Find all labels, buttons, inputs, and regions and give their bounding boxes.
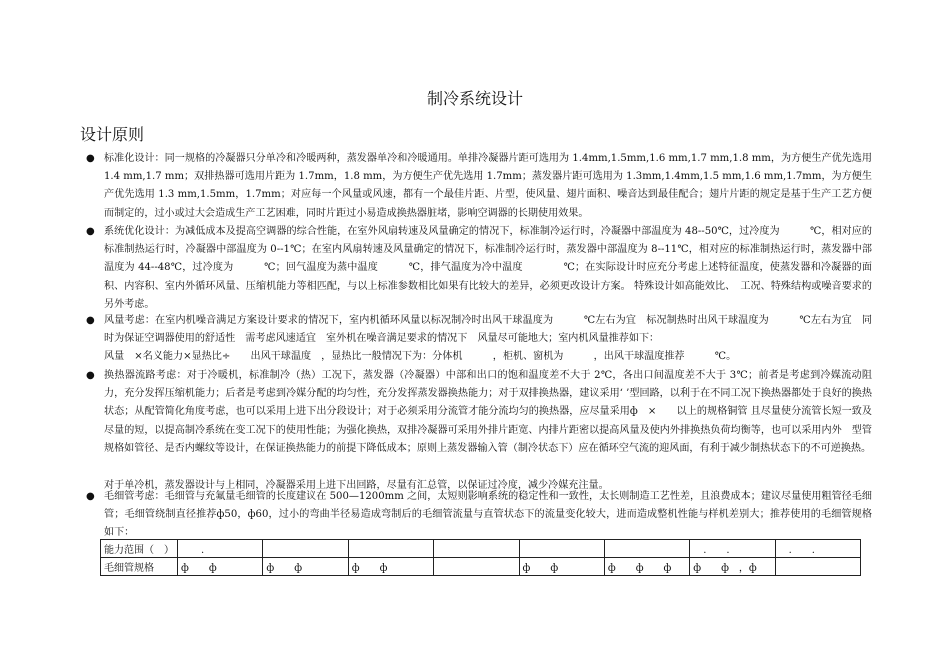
table-cell: . . bbox=[690, 540, 775, 558]
table-cell: ф ф bbox=[178, 558, 263, 576]
table-cell bbox=[519, 540, 604, 558]
paragraph-capillary: 毛细管考虑：毛细管与充氟量毛细管的长度建议在 500—1200mm 之间，太短则影响系统的稳定性和一致性，太长则制造工艺性差，且浪费成本；建议尽量使用粗管径毛细管；毛细管绕制直径推荐ф50，ф60，过小的弯曲半径易造成弯制后的毛细管流量与直管状态下的流量变化较大，进而造成整机性能与样机差别大；推荐使用的毛细管规格如下： bbox=[104, 491, 872, 539]
capillary-spec-table bbox=[100, 539, 861, 576]
table-cell: . bbox=[178, 540, 263, 558]
bullet-icon: ● bbox=[86, 491, 95, 502]
table-row bbox=[101, 540, 861, 558]
table-cell bbox=[434, 558, 519, 576]
paragraph-standardization: 标准化设计：同一规格的冷凝器只分单冷和冷暖两种，蒸发器单冷和冷暖通用。单排冷凝器片距可选用为 1.4mm,1.5mm,1.6 mm,1.7 mm,1.8 mm，为方便生产优先选用 1.4 mm,1.7 mm；双排热器可选用片距为 1.7mm，1.8 mm，为方便生产优先选用 1.7mm；蒸发器片距可选用为 1.3mm,1.4mm,1.5 mm,1.6 mm,1.7mm，为方便生产优先选用 1.3 mm,1.5mm，1.7mm；对应每一个风量或风速，都有一个最佳片距、片型，使风量、翅片面积、噪音达到最佳配合；翅片片距的规定是基于生产工艺方便而制定的，过小或过大会造成生产工艺困难，同时片距过小易造成换热器脏堵，影响空调器的长期使用效果。 bbox=[104, 153, 872, 219]
paragraph-system-optimization: 系统优化设计：为减低成本及提高空调器的综合性能，在室外风扇转速及风量确定的情况下，标准制冷运行时，冷凝器中部温度为 48--50℃，过冷度为 ℃，相对应的标准制热运行时，冷凝器中部温度为 0--1℃；在室内风扇转速及风量确定的情况下，标准制冷运行时，蒸发器中部温度为 8--11℃，相对应的标准制热运行时，蒸发器中部温度为 44--48℃，过冷度为 ℃；回气温度为蒸中温度 ℃，排气温度为冷中温度 ℃；在实际设计时应充分考虑上述特征温度，使蒸发器和冷凝器的面积、内容积、室内外循环风量、压缩机能力等相匹配，与以上标准参数相比如果有比较大的差异，必须更改设计方案。 特殊设计如高能效比、 工况、特殊结构或噪音要求的另外考虑。 bbox=[104, 226, 872, 310]
table-cell: ф ф ф bbox=[604, 558, 689, 576]
table-cell bbox=[775, 558, 860, 576]
paragraph-airflow-formula: 风量 ×名义能力×显热比÷ 出风干球温度 ，显热比一般情况下为：分体机 ，柜机、窗机为 ，出风干球温度推荐 ℃。 bbox=[104, 351, 737, 362]
section-heading: 设计原则 bbox=[80, 125, 145, 144]
table-cell bbox=[434, 540, 519, 558]
paragraph-heat-exchanger-circuit: 换热器流路考虑：对于冷暖机，标准制冷（热）工况下，蒸发器（冷凝器）中部和出口的饱和温度差不大于 2℃，各出口间温度差不大于 3℃；前者是考虑到冷媒流动阻力，充分发挥压缩机能力；后者是考虑到冷媒分配的均匀性，充分发挥蒸发器换热能力；对于双排换热器，建议采用‘ ’型回路，以利于在不同工况下换热器都处于良好的换热状态；从配管简化角度考虑，也可以采用上进下出分段设计；对于必须采用分流管才能分流均匀的换热器，应尽量采用ф × 以上的规格铜管 且尽量使分流管长短一致及尽量的短，以提高制冷系统在变工况下的使用性能；为强化换热，双排冷凝器可采用外排片距宽、内排片距密以提高风量及使内外排换热负荷均衡等，也可以采用内外 型管规格如管径、是否内螺纹等设计，在保证换热能力的前提下降低成本；原则上蒸发器输入管（制冷状态下）应在循环空气流的迎风面，有利于减少制热状态下的不可逆换热。 bbox=[104, 370, 872, 454]
bullet-icon: ● bbox=[86, 226, 95, 237]
bullet-icon: ● bbox=[86, 370, 95, 381]
document-title: 制冷系统设计 bbox=[426, 89, 523, 108]
table-cell: ф ф bbox=[519, 558, 604, 576]
paragraph-cooling-only: 对于单冷机，蒸发器设计与上相同，冷凝器采用上进下出回路，尽量有汇总管，以保证过冷度，减少冷媒充注量。 bbox=[104, 480, 609, 491]
bullet-icon: ● bbox=[86, 153, 95, 164]
table-cell: ф ф bbox=[263, 558, 348, 576]
table-cell bbox=[263, 540, 348, 558]
table-cell: 能力范围（ ） bbox=[101, 540, 178, 558]
table-cell: ф ф bbox=[348, 558, 433, 576]
table-cell bbox=[348, 540, 433, 558]
table-cell: ф ф ，ф bbox=[690, 558, 775, 576]
bullet-icon: ● bbox=[86, 315, 95, 326]
table-cell: 毛细管规格 bbox=[101, 558, 178, 576]
table-cell bbox=[604, 540, 689, 558]
paragraph-airflow: 风量考虑：在室内机噪音满足方案设计要求的情况下，室内机循环风量以标况制冷时出风干球温度为 ℃左右为宜 标况制热时出风干球温度为 ℃左右为宜 同时为保证空调器使用的舒适性 需考虑风速适宜 室外机在噪音满足要求的情况下 风量尽可能地大；室内机风量推荐如下： bbox=[104, 315, 872, 345]
table-cell: . . bbox=[775, 540, 860, 558]
table-row bbox=[101, 558, 861, 576]
